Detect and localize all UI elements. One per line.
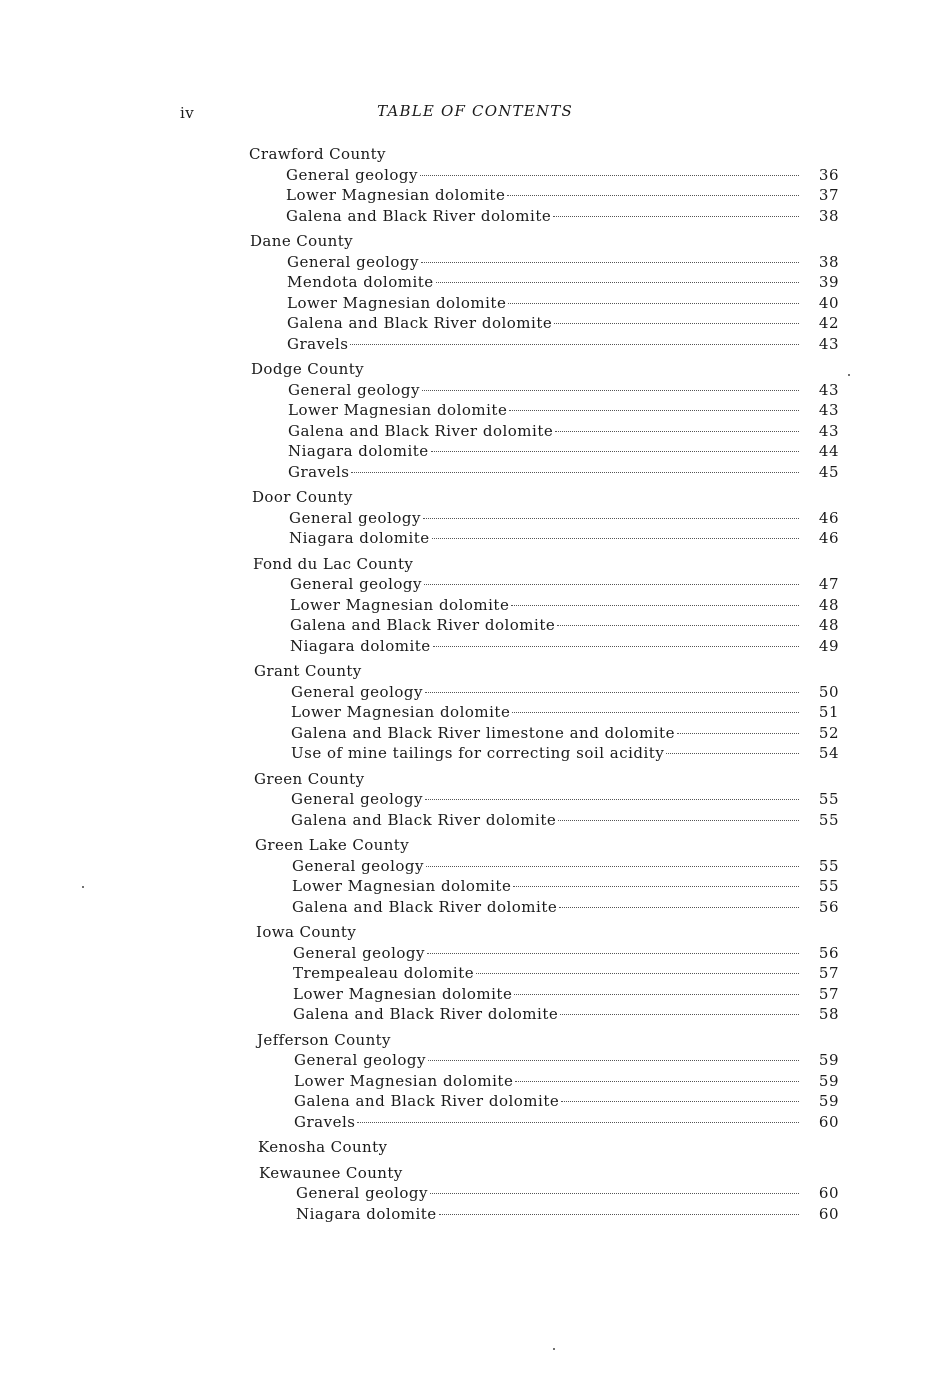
county-heading: Iowa County — [256, 923, 357, 941]
toc-entry — [290, 615, 839, 636]
county-section — [249, 144, 839, 226]
entry-title: General geology — [293, 943, 425, 962]
entry-title: Use of mine tailings for correcting soil acidity — [291, 744, 665, 762]
entry-title: General geology — [289, 508, 421, 527]
toc-entry — [293, 1004, 839, 1025]
scan-speck — [82, 886, 84, 888]
entry-title: Niagara dolomite — [288, 442, 429, 460]
entry-page-number: 45 — [818, 462, 839, 481]
entry-page-number: 60 — [818, 1184, 839, 1202]
county-heading: Jefferson County — [257, 1030, 391, 1049]
toc-entry — [286, 165, 839, 186]
dot-leader — [515, 1081, 799, 1082]
entry-page-number: 58 — [818, 1005, 839, 1023]
county-heading: Kenosha County — [258, 1138, 388, 1156]
entry-title: Galena and Black River dolomite — [286, 206, 552, 225]
entry-title: General geology — [290, 575, 422, 593]
entry-page-number: 48 — [818, 595, 839, 614]
toc-entry — [286, 206, 839, 227]
dot-leader — [507, 195, 799, 196]
entry-title: Mendota dolomite — [287, 273, 434, 291]
entry-page-number: 39 — [818, 273, 839, 291]
dot-leader — [439, 1214, 799, 1215]
entry-title: General geology — [288, 380, 420, 399]
entry-page-number: 49 — [818, 636, 839, 655]
dot-leader — [422, 390, 799, 391]
toc-entry — [294, 1071, 839, 1092]
toc-entry — [292, 876, 839, 897]
toc-entry — [287, 293, 839, 314]
toc-entry — [287, 252, 839, 273]
county-heading: Green Lake County — [255, 836, 410, 854]
entry-page-number: 42 — [818, 314, 839, 332]
entry-title: Lower Magnesian dolomite — [293, 984, 513, 1003]
entry-page-number: 57 — [818, 964, 839, 982]
dot-leader — [351, 472, 799, 473]
entry-title: Niagara dolomite — [296, 1204, 437, 1223]
scan-speck — [848, 374, 850, 376]
entry-title: General geology — [291, 790, 423, 808]
county-section — [255, 835, 839, 917]
county-heading: Crawford County — [249, 145, 386, 163]
dot-leader — [512, 712, 799, 713]
entry-page-number: 55 — [818, 856, 839, 875]
dot-leader — [553, 216, 799, 217]
entry-page-number: 40 — [818, 293, 839, 312]
entry-page-number: 52 — [818, 723, 839, 742]
toc-entry — [291, 743, 839, 764]
county-heading: Dane County — [250, 232, 354, 250]
dot-leader — [514, 994, 799, 995]
dot-leader — [508, 303, 799, 304]
toc-entry — [287, 272, 839, 293]
entry-title: Lower Magnesian dolomite — [286, 186, 506, 204]
county-heading: Green County — [254, 769, 365, 788]
dot-leader — [427, 953, 799, 954]
entry-title: General geology — [296, 1184, 428, 1202]
county-section — [257, 1030, 839, 1133]
dot-leader — [423, 518, 799, 519]
dot-leader — [666, 753, 799, 754]
entry-page-number: 55 — [818, 877, 839, 895]
county-section — [252, 487, 839, 549]
dot-leader — [431, 451, 799, 452]
county-section — [253, 554, 839, 657]
toc-entry — [296, 1204, 839, 1225]
dot-leader — [420, 175, 799, 176]
dot-leader — [426, 866, 799, 867]
toc-entry — [292, 897, 839, 918]
toc-entry — [290, 574, 839, 595]
entry-title: Galena and Black River limestone and dolomite — [291, 723, 675, 742]
entry-title: General geology — [287, 252, 419, 271]
entry-title: Galena and Black River dolomite — [288, 421, 554, 440]
toc-entry — [293, 984, 839, 1005]
entry-title: Trempealeau dolomite — [293, 964, 475, 982]
entry-page-number: 36 — [818, 165, 839, 184]
entry-page-number: 38 — [818, 252, 839, 271]
entry-title: Lower Magnesian dolomite — [288, 401, 508, 419]
toc-entry — [289, 508, 839, 529]
entry-title: General geology — [294, 1051, 426, 1069]
entry-title: Niagara dolomite — [290, 636, 431, 655]
entry-page-number: 55 — [818, 810, 839, 829]
entry-title: Galena and Black River dolomite — [292, 897, 558, 916]
dot-leader — [509, 410, 799, 411]
county-heading: Kewaunee County — [259, 1163, 403, 1182]
toc-entry — [288, 421, 839, 442]
table-of-contents — [249, 144, 839, 1229]
entry-title: Lower Magnesian dolomite — [294, 1071, 514, 1090]
running-title: TABLE OF CONTENTS — [377, 102, 573, 120]
toc-entry — [292, 856, 839, 877]
entry-title: Lower Magnesian dolomite — [292, 877, 512, 895]
toc-entry — [286, 185, 839, 206]
toc-entry — [289, 528, 839, 549]
county-section — [254, 769, 839, 831]
dot-leader — [513, 886, 799, 887]
entry-page-number: 56 — [818, 943, 839, 962]
county-section — [258, 1137, 839, 1158]
entry-title: Lower Magnesian dolomite — [291, 703, 511, 721]
toc-entry — [294, 1091, 839, 1112]
toc-entry — [288, 400, 839, 421]
entry-title: Gravels — [288, 462, 350, 481]
county-heading: Grant County — [254, 662, 362, 680]
toc-entry — [291, 702, 839, 723]
entry-title: Lower Magnesian dolomite — [290, 595, 510, 614]
toc-entry — [294, 1050, 839, 1071]
entry-page-number: 59 — [818, 1092, 839, 1110]
dot-leader — [560, 1014, 799, 1015]
entry-title: Niagara dolomite — [289, 529, 430, 547]
entry-title: Gravels — [294, 1112, 356, 1131]
dot-leader — [425, 692, 799, 693]
entry-page-number: 43 — [818, 401, 839, 419]
toc-entry — [291, 810, 839, 831]
entry-title: General geology — [292, 856, 424, 875]
entry-page-number: 54 — [818, 744, 839, 762]
county-heading: Fond du Lac County — [253, 554, 414, 573]
county-section — [250, 231, 839, 354]
dot-leader — [357, 1122, 799, 1123]
entry-page-number: 56 — [818, 897, 839, 916]
entry-title: General geology — [291, 682, 423, 701]
toc-entry — [291, 789, 839, 810]
entry-title: Galena and Black River dolomite — [291, 810, 557, 829]
dot-leader — [677, 733, 799, 734]
entry-page-number: 46 — [818, 508, 839, 527]
entry-page-number: 60 — [818, 1204, 839, 1223]
entry-title: Gravels — [287, 334, 349, 353]
toc-entry — [287, 313, 839, 334]
toc-entry — [291, 723, 839, 744]
toc-entry — [288, 380, 839, 401]
toc-entry — [294, 1112, 839, 1133]
dot-leader — [554, 323, 799, 324]
dot-leader — [511, 605, 799, 606]
entry-page-number: 50 — [818, 682, 839, 701]
entry-page-number: 55 — [818, 790, 839, 808]
toc-entry — [293, 963, 839, 984]
dot-leader — [558, 820, 799, 821]
dot-leader — [561, 1101, 799, 1102]
entry-page-number: 44 — [818, 442, 839, 460]
entry-page-number: 59 — [818, 1071, 839, 1090]
toc-entry — [290, 595, 839, 616]
dot-leader — [433, 646, 799, 647]
dot-leader — [436, 282, 799, 283]
entry-title: Galena and Black River dolomite — [290, 616, 556, 634]
dot-leader — [555, 431, 799, 432]
entry-title: Galena and Black River dolomite — [293, 1005, 559, 1023]
entry-page-number: 43 — [818, 421, 839, 440]
dot-leader — [432, 538, 799, 539]
dot-leader — [476, 973, 799, 974]
toc-entry — [293, 943, 839, 964]
entry-page-number: 43 — [818, 380, 839, 399]
entry-page-number: 60 — [818, 1112, 839, 1131]
toc-entry — [290, 636, 839, 657]
toc-entry — [296, 1183, 839, 1204]
entry-page-number: 46 — [818, 529, 839, 547]
entry-page-number: 47 — [818, 575, 839, 593]
entry-page-number: 59 — [818, 1051, 839, 1069]
entry-page-number: 38 — [818, 206, 839, 225]
entry-page-number: 51 — [818, 703, 839, 721]
entry-page-number: 37 — [818, 186, 839, 204]
county-section — [251, 359, 839, 482]
county-section — [256, 922, 839, 1025]
toc-entry — [288, 441, 839, 462]
county-heading: Dodge County — [251, 360, 365, 378]
entry-page-number: 43 — [818, 334, 839, 353]
county-section — [259, 1163, 839, 1225]
entry-page-number: 57 — [818, 984, 839, 1003]
page-number: iv — [180, 104, 195, 122]
dot-leader — [424, 584, 799, 585]
dot-leader — [350, 344, 799, 345]
entry-title: Galena and Black River dolomite — [294, 1092, 560, 1110]
scan-speck — [553, 1348, 555, 1350]
toc-entry — [287, 334, 839, 355]
county-heading: Door County — [252, 488, 353, 506]
county-section — [254, 661, 839, 764]
dot-leader — [425, 799, 799, 800]
entry-title: Galena and Black River dolomite — [287, 314, 553, 332]
dot-leader — [428, 1060, 799, 1061]
toc-entry — [288, 462, 839, 483]
dot-leader — [557, 625, 799, 626]
entry-title: Lower Magnesian dolomite — [287, 293, 507, 312]
dot-leader — [430, 1193, 799, 1194]
entry-title: General geology — [286, 165, 418, 184]
dot-leader — [559, 907, 799, 908]
entry-page-number: 48 — [818, 616, 839, 634]
dot-leader — [421, 262, 799, 263]
toc-entry — [291, 682, 839, 703]
